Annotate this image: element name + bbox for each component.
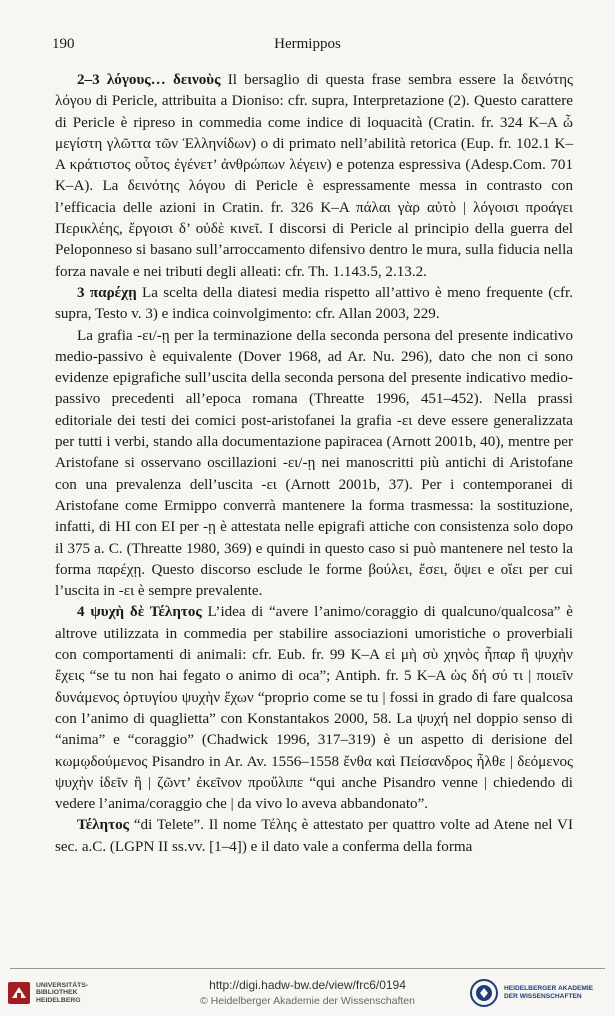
digitization-footer xyxy=(0,968,615,1016)
hadw-logo[interactable] xyxy=(469,976,609,1010)
paragraph xyxy=(55,70,573,283)
running-head: Hermippos xyxy=(274,36,341,52)
paragraph-text: La scelta della diatesi media rispetto all’attivo è meno frequente (cfr. supra, Testo v. 3) e indica coinvolgimento: cfr. Allan 2003, 229. xyxy=(55,284,573,323)
paragraph-text: “di Telete”. Il nome Τέλης è attestato per quattro volte ad Atene nel VI sec. a.C. (LGPN II ss.vv. [1–4]) e il dato vale a conferma della forma xyxy=(55,817,573,855)
hadw-seal-icon xyxy=(469,978,499,1008)
ub-logo-text: UNIVERSITÄTS- BIBLIOTHEK HEIDELBERG xyxy=(36,981,89,1004)
paragraph xyxy=(55,283,573,326)
lemma: 4 ψυχὴ δὲ Τέλητος xyxy=(77,604,202,621)
paragraph-text: L’idea di “avere l’animo/coraggio di qualcuno/qualcosa” è altrove utilizzata in commedia per stabilire associazioni umoristiche o proverbiali con comportamenti di animali: cfr. Eub. fr. 99 K–A εἰ μὴ σὺ χηνὸς ἧπαρ ἢ ψυχὴν ἔχεις “se tu non hai fegato o animo di oca”; Antiph. fr. 5 K–A ὡς δή σύ τι | ποιεῖν δυνάμενος ὀρτυγίου ψυχὴν ἔχων “proprio come se tu | fossi in grado di fare qualcosa con l’animo di quaglietta” con Konstantakos 2000, 58. La ψυχή nel doppio senso di “anima” e “coraggio” (Chadwick 1996, 317–319) è un aspetto di derisione del κωμῳδούμενος Pisandro in Ar. Av. 1556–1558 ἔνθα καὶ Πείσανδρος ἦλθε | δεόμενος ψυχὴν ἰδεῖν ἣ | ζῶντ’ ἐκεῖνον προὔλιπε “qui anche Pisandro venne | chiedendo di vedere l’anima/coraggio che | da vivo lo aveva abbandonato”. xyxy=(55,604,573,813)
paragraph xyxy=(55,602,573,815)
footer-divider xyxy=(10,968,605,969)
commentary-body xyxy=(55,70,573,858)
page-url-link[interactable]: http://digi.hadw-bw.de/view/frc6/0194 xyxy=(209,978,406,992)
copyright-notice: © Heidelberger Akademie der Wissenschaften xyxy=(200,995,415,1007)
lemma: 3 παρέχῃ xyxy=(77,284,137,301)
paragraph xyxy=(55,326,573,603)
page-number: 190 xyxy=(52,36,75,52)
hadw-logo-text: HEIDELBERGER AKADEMIE DER WISSENSCHAFTEN xyxy=(504,985,594,1000)
lemma: 2–3 λόγους… δεινοὺς xyxy=(77,72,221,88)
lemma: Τέλητος xyxy=(77,817,130,834)
paragraph-text: La grafia -ει/-ῃ per la terminazione della seconda persona del presente indicativo medio-passivo è equivalente (Dover 1968, ad Ar. Nu. 296), dato che non ci sono evidenze epigrafiche sull’uscita della seconda persona del presente indicativo medio-passivo precedenti all’epoca romana (Threatte 1996, 451–452). Nella prassi editoriale dei testi dei comici post-aristofanei la grafia -ει deve essere generalizzata per tutti i verbi, stando alla documentazione papiracea (Arnott 2001b, 40), mentre per Aristofane si osservano oscillazioni -ει/-ῃ nei manoscritti più antichi di Aristofane con una prevalenza dell’uscita -ει (Arnott 2001b, 37). Per i contemporanei di Aristofane come Ermippo converrà mantenere la forma trasmessa: la sostituzione, infatti, di HI con EI per -ῃ è attestata nelle epigrafi attiche con consistenza solo dopo il 375 a. C. (Threatte 1980, 369) e quindi in questo caso si può mantenere nel testo la forma παρέχῃ. Questo discorso esclude le forme βούλει, ἔσει, ὄψει e οἴει per cui l’uscita in -ει è sempre prevalente. xyxy=(55,327,573,600)
paragraph xyxy=(55,815,573,858)
paragraph-text: Il bersaglio di questa frase sembra essere la δεινότης λόγου di Pericle, attribuita a Dioniso: cfr. supra, Interpretazione (2). Questo carattere di Pericle è ripreso in commedia come indice di loquacità (Cratin. fr. 324 K–A ὦ μεγίστη γλῶττα τῶν Ἑλληνίδων) o di primato nell’abilità retorica (Eup. fr. 102.1 K–A κράτιστος οὗτος ἐγένετ’ ἀνθρώπων λέγειν) e potenza espressiva (Adesp.Com. 701 K–A). La δεινότης λόγου di Pericle è espressamente messa in contrasto con l’efficacia delle azioni in Cratin. fr. 326 K–A πάλαι γὰρ αὐτὸ | λόγοισι προάγει Περικλέης, ἔργοισι δ’ οὐδὲ κινεῖ. I discorsi di Pericle al principio della guerra del Peloponneso si basano sull’arroccamento difensivo dentro le mura, sulla fiducia nella forza navale e nei tributi degli alleati: cfr. Th. 1.143.5, 2.13.2. xyxy=(55,72,573,280)
